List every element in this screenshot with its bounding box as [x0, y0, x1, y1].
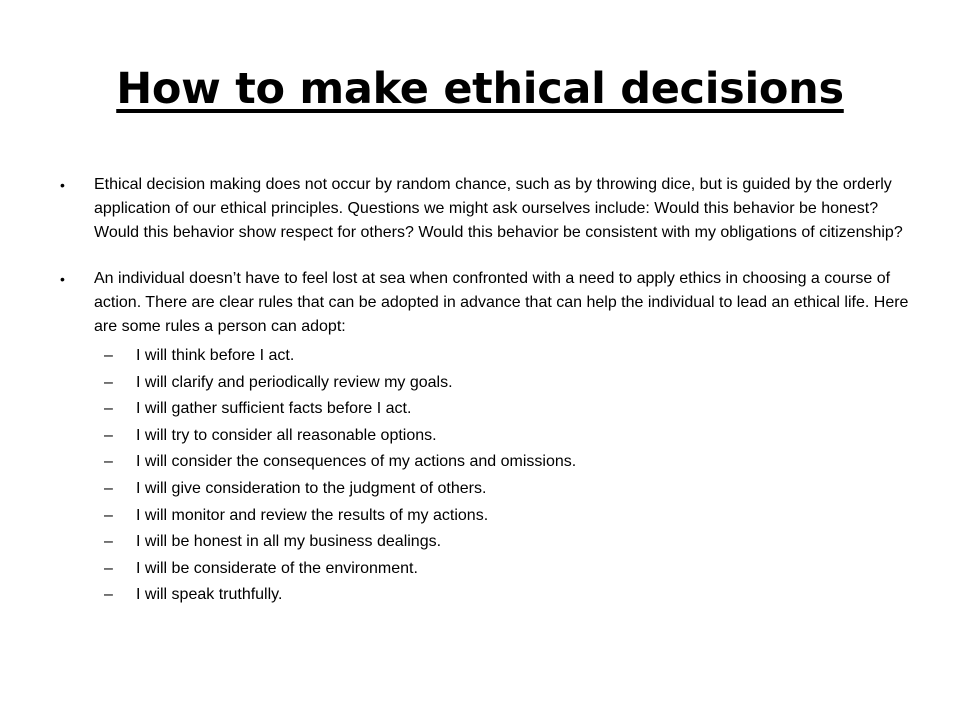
rule-text: I will consider the consequences of my actions and omissions. — [136, 453, 577, 471]
bullet-item — [60, 173, 910, 245]
dash-icon: – — [104, 426, 113, 444]
dash-icon: – — [104, 400, 113, 418]
bullet-text: Ethical decision making does not occur by random chance, such as by throwing dice, but is guided by the orderly application of our ethical principles. Questions we might ask ourselves include: Would this behavior be honest? Would this behavior show respect for others? Would this behavior be consistent with my obligations of citizenship? — [94, 176, 903, 241]
dash-icon: – — [104, 559, 113, 577]
slide-title: How to make ethical decisions — [116, 64, 844, 114]
rule-item — [60, 529, 910, 556]
rule-text: I will clarify and periodically review my goals. — [136, 373, 453, 391]
rule-text: I will give consideration to the judgment of others. — [136, 479, 487, 497]
dash-icon: – — [104, 373, 113, 391]
rule-item — [60, 503, 910, 530]
rule-text: I will gather sufficient facts before I act. — [136, 400, 412, 418]
rule-item — [60, 343, 910, 370]
dash-icon: – — [104, 479, 113, 497]
rule-text: I will think before I act. — [136, 347, 295, 364]
rules-list — [60, 343, 910, 609]
dash-icon: – — [104, 506, 113, 524]
rule-item — [60, 396, 910, 423]
rule-item — [60, 449, 910, 476]
dash-icon: – — [104, 533, 113, 551]
dash-icon: – — [104, 453, 113, 471]
rule-text: I will be honest in all my business dealings. — [136, 533, 442, 551]
rule-text: I will speak truthfully. — [136, 586, 283, 604]
rule-item — [60, 556, 910, 583]
bullet-item — [60, 267, 910, 339]
bullet-icon: • — [60, 177, 65, 193]
rule-item — [60, 582, 910, 609]
rule-text: I will monitor and review the results of my actions. — [136, 506, 489, 524]
slide-body — [60, 173, 910, 609]
rule-item — [60, 423, 910, 450]
rule-text: I will try to consider all reasonable options. — [136, 426, 437, 444]
rule-item — [60, 370, 910, 397]
bullet-icon: • — [60, 271, 65, 287]
rule-item — [60, 476, 910, 503]
bullet-text: An individual doesn’t have to feel lost at sea when confronted with a need to apply ethics in choosing a course of action. There are clear rules that can be adopted in advance that can help the individual to lead an ethical life. Here are some rules a person can adopt: — [94, 270, 909, 335]
dash-icon: – — [104, 347, 113, 364]
dash-icon: – — [104, 586, 113, 604]
rule-text: I will be considerate of the environment. — [136, 559, 418, 577]
